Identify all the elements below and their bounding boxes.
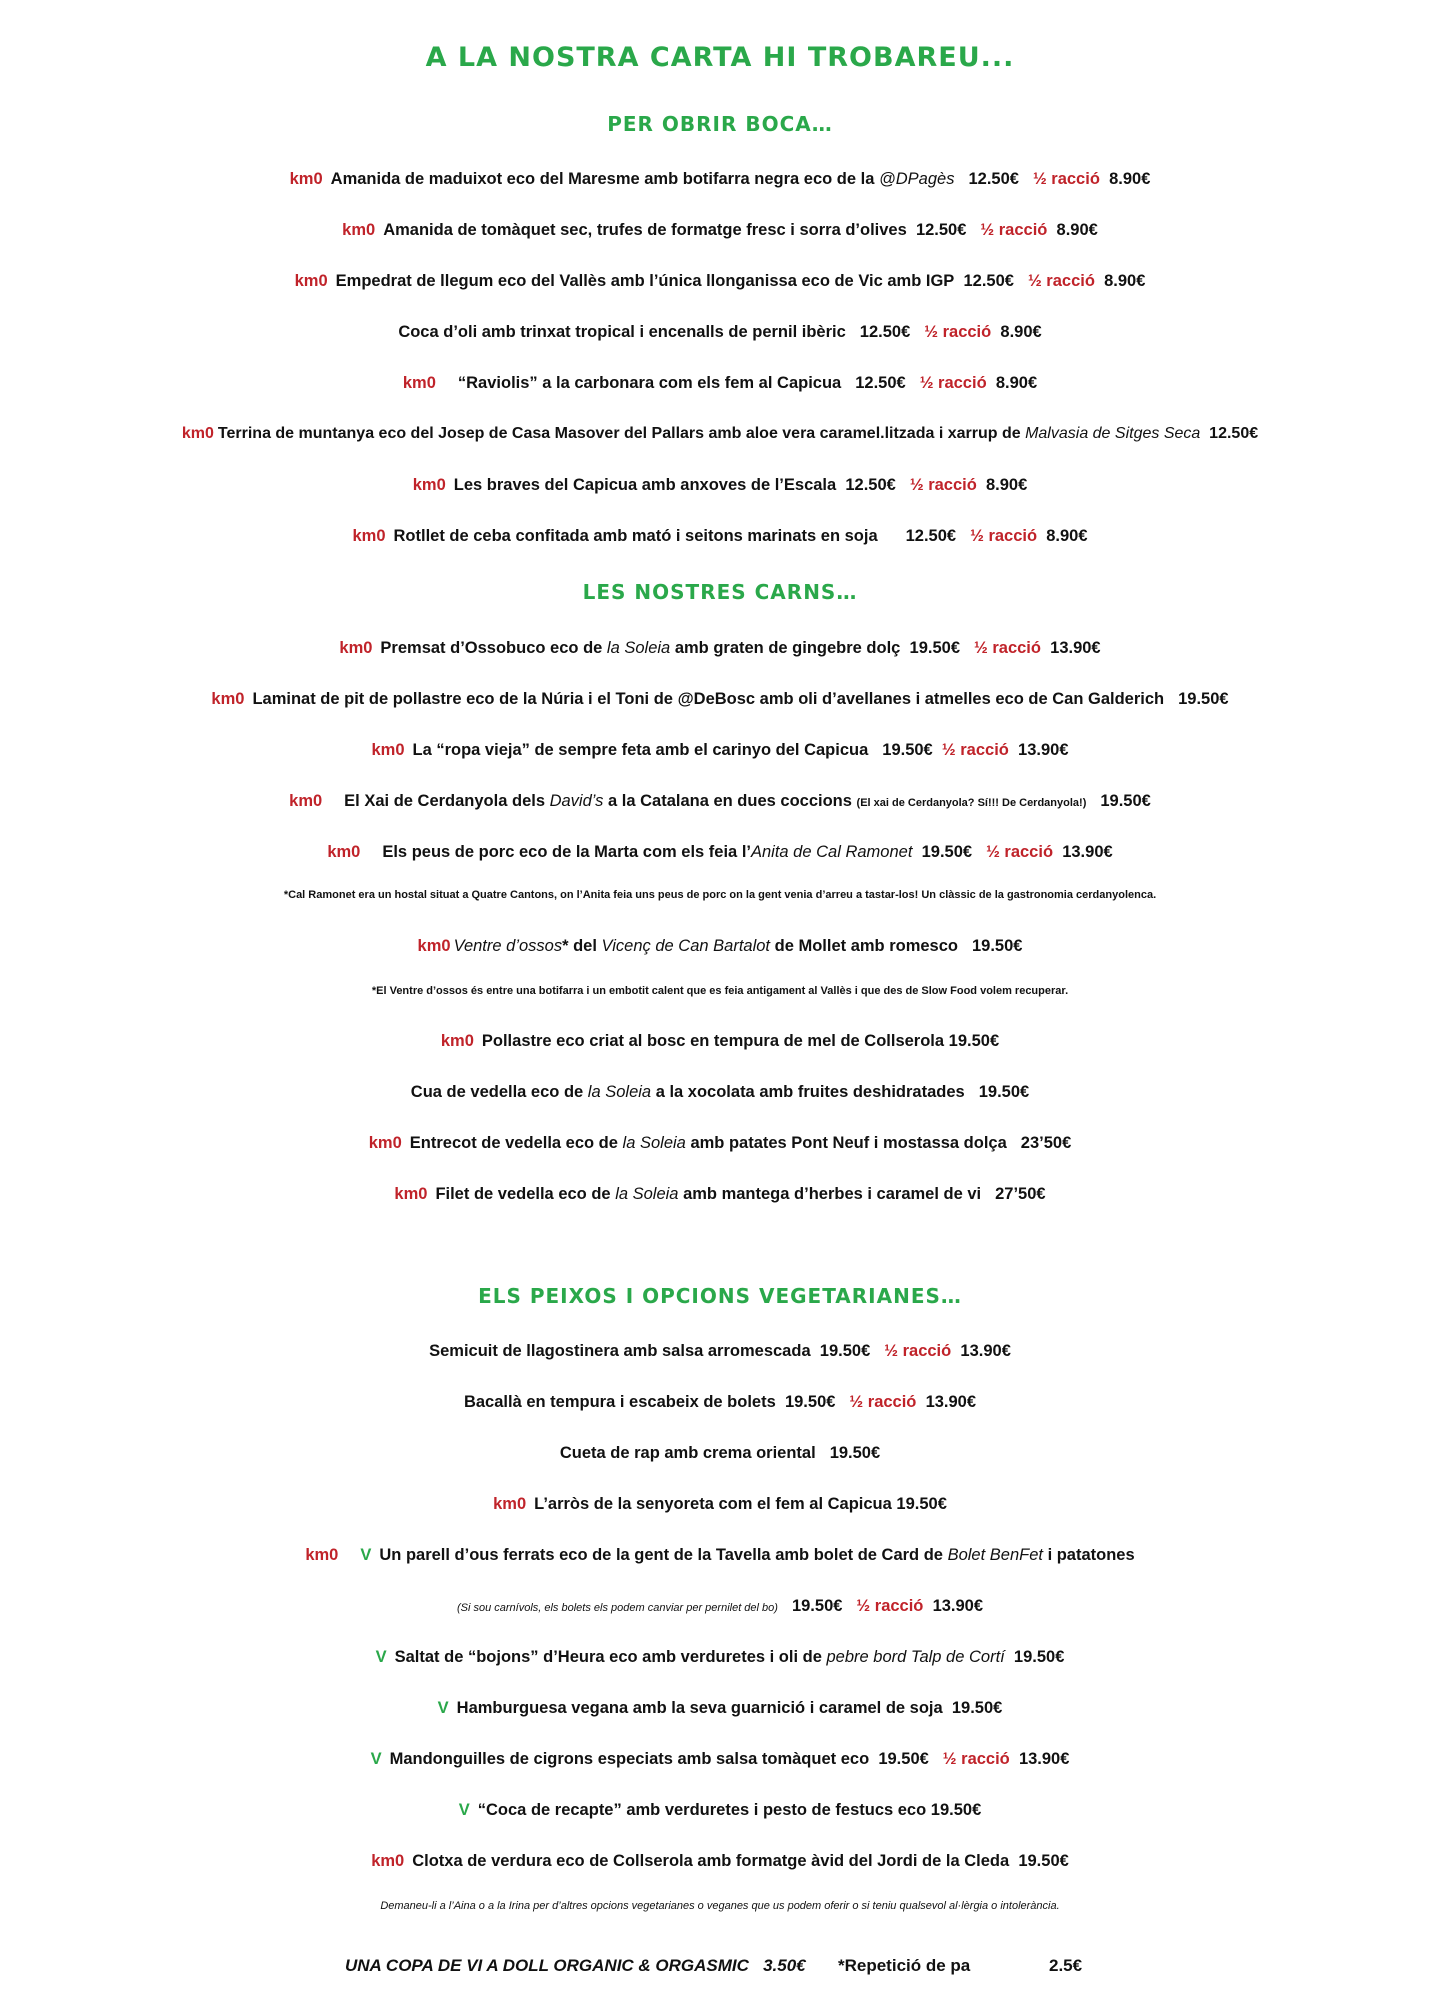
item-name: “Raviolis” a la carbonara com els fem al Capicua [457, 374, 842, 392]
item-name: L’arròs de la senyoreta com el fem al Capicua [534, 1495, 892, 1513]
menu-item [0, 1391, 1440, 1413]
km0-tag: km0 [493, 1495, 527, 1513]
menu-item [0, 1646, 1440, 1668]
menu-item [0, 1799, 1440, 1821]
km0-tag: km0 [294, 272, 328, 290]
half-portion-price: 8.90€ [995, 374, 1038, 392]
item-name-italic: Bolet BenFet [947, 1546, 1043, 1564]
page-title: A LA NOSTRA CARTA HI TROBAREU... [425, 42, 1015, 73]
half-portion-label: ½ racció [1032, 170, 1100, 188]
item-aside: (El xai de Cerdanyola? Sí!!! De Cerdanyola!) [856, 797, 1087, 809]
km0-tag: km0 [289, 170, 323, 188]
allergy-note: Demaneu-li a l’Aina o a la Irina per d’altres opcions vegetarianes o veganes que us podem oferir o si teniu qualsevol al·lèrgia o intolerància. [380, 1900, 1060, 1912]
item-name: Hamburguesa vegana amb la seva guarnició i caramel de soja [456, 1699, 943, 1717]
menu-item [0, 1081, 1440, 1103]
item-name-italic: la Soleia [622, 1134, 686, 1152]
half-portion-price: 13.90€ [1050, 639, 1101, 657]
item-price: 19.50€ [791, 1597, 843, 1615]
item-price: 23’50€ [1020, 1134, 1072, 1152]
item-name-rest: a la Catalana en dues coccions [608, 792, 852, 810]
item-name: Bacallà en tempura i escabeix de bolets [463, 1393, 776, 1411]
km0-tag: km0 [339, 639, 373, 657]
menu-item [0, 1850, 1440, 1872]
item-name: * del [562, 937, 597, 955]
item-name: Terrina de muntanya eco del Josep de Casa Masover del Pallars amb aloe vera caramel.litzada i xarrup de [217, 425, 1021, 442]
menu-item [0, 1340, 1440, 1362]
menu-item [0, 637, 1440, 659]
menu-item [0, 841, 1440, 863]
item-name-italic: la Soleia [587, 1083, 652, 1101]
half-portion-price: 8.90€ [1000, 323, 1042, 341]
vegetarian-tag: V [375, 1648, 387, 1666]
item-name: Filet de vedella eco de [435, 1185, 611, 1203]
menu-item [0, 321, 1440, 343]
menu-item [0, 1442, 1440, 1464]
item-name: Laminat de pit de pollastre eco de la Núria i el Toni de @DeBosc amb oli d’avellanes i atmelles eco de Can Galderich [252, 690, 1165, 708]
item-price: 19.50€ [948, 1032, 1000, 1050]
km0-tag: km0 [371, 741, 405, 759]
item-name: Rotllet de ceba confitada amb mató i seitons marinats en soja [393, 527, 878, 545]
vegetarian-tag: V [360, 1546, 372, 1564]
menu-item [0, 1132, 1440, 1154]
item-price: 19.50€ [882, 741, 933, 759]
km0-tag: km0 [342, 221, 376, 239]
menu-item [0, 688, 1440, 710]
half-portion-price: 8.90€ [985, 476, 1028, 494]
item-name: Amanida de tomàquet sec, trufes de formatge fresc i sorra d’olives [383, 221, 907, 239]
km0-tag: km0 [412, 476, 446, 494]
item-price: 19.50€ [1018, 1852, 1069, 1870]
item-price: 12.50€ [855, 374, 906, 392]
item-name-rest: amb patates Pont Neuf i mostassa dolça [690, 1134, 1007, 1152]
half-portion-price: 13.90€ [1062, 843, 1113, 861]
half-portion-price: 8.90€ [1046, 527, 1088, 545]
menu-item [0, 935, 1440, 957]
item-name: Un parell d’ous ferrats eco de la gent de la Tavella amb bolet de Card de [379, 1546, 943, 1564]
vegetarian-tag: V [370, 1750, 382, 1768]
item-price: 12.50€ [963, 272, 1014, 290]
half-portion-label: ½ racció [974, 639, 1041, 657]
half-portion-price: 13.90€ [1018, 1750, 1070, 1768]
km0-tag: km0 [289, 792, 323, 810]
half-portion-label: ½ racció [884, 1342, 952, 1360]
footnote-cal-ramonet: *Cal Ramonet era un hostal situat a Quatre Cantons, on l’Anita feia uns peus de porc on la gent venia d’arreu a tastar-los! Un clàssic de la gastronomia cerdanyolenca. [283, 889, 1157, 901]
item-price: 19.50€ [930, 1801, 982, 1819]
item-name: Coca d’oli amb trinxat tropical i encenalls de pernil ibèric [398, 323, 846, 341]
item-name-italic: la Soleia [606, 639, 671, 657]
item-price: 19.50€ [1178, 690, 1229, 708]
item-name: Clotxa de verdura eco de Collserola amb formatge àvid del Jordi de la Cleda [412, 1852, 1010, 1870]
item-name-rest: de Mollet amb romesco [774, 937, 958, 955]
item-price: 19.50€ [1013, 1648, 1065, 1666]
menu-item [0, 372, 1440, 394]
item-name-rest: i patatones [1047, 1546, 1135, 1564]
km0-tag: km0 [181, 425, 214, 442]
wine-offer [345, 1956, 806, 1976]
item-name: Les braves del Capicua amb anxoves de l’Escala [453, 476, 837, 494]
menu-item [0, 1030, 1440, 1052]
item-price: 19.50€ [829, 1444, 881, 1462]
menu-item [0, 525, 1440, 547]
item-name: Cua de vedella eco de [410, 1083, 584, 1101]
menu-item [0, 790, 1440, 814]
item-name-italic: Ventre d’ossos [453, 937, 563, 955]
item-price: 12.50€ [1209, 425, 1259, 442]
km0-tag: km0 [327, 843, 361, 861]
section-title-fish-veg: ELS PEIXOS I OPCIONS VEGETARIANES… [478, 1284, 962, 1308]
item-name-italic: David’s [549, 792, 604, 810]
item-note: (Si sou carnívols, els bolets els podem canviar per pernilet del bo) [456, 1602, 778, 1614]
section-title-starters: PER OBRIR BOCA… [607, 112, 833, 136]
half-portion-label: ½ racció [849, 1393, 917, 1411]
section-title-meats: LES NOSTRES CARNS… [582, 580, 858, 604]
item-name: Entrecot de vedella eco de [409, 1134, 618, 1152]
menu-item [0, 1748, 1440, 1770]
item-name-rest: a la xocolata amb fruites deshidratades [655, 1083, 965, 1101]
item-price: 19.50€ [921, 843, 973, 861]
km0-tag: km0 [371, 1852, 405, 1870]
half-portion-price: 8.90€ [1109, 170, 1151, 188]
half-portion-label: ½ racció [980, 221, 1048, 239]
menu-item [0, 1183, 1440, 1205]
menu-item [0, 270, 1440, 292]
item-name-rest: amb graten de gingebre dolç [674, 639, 901, 657]
vegetarian-tag: V [458, 1801, 470, 1819]
item-price: 19.50€ [978, 1083, 1030, 1101]
item-name: Saltat de “bojons” d’Heura eco amb verduretes i oli de [394, 1648, 822, 1666]
footnote-ventre-dossos: *El Ventre d’ossos és entre una botifarra i un embotit calent que es feia antigament al Vallès i que des de Slow Food volem recuperar. [371, 985, 1069, 997]
menu-item [0, 423, 1440, 445]
item-name-rest: amb mantega d’herbes i caramel de vi [683, 1185, 982, 1203]
wine-price: 3.50€ [763, 1956, 806, 1975]
item-price: 27’50€ [995, 1185, 1046, 1203]
item-price: 12.50€ [905, 527, 957, 545]
bread-refill-label: *Repetició de pa [838, 1956, 971, 1975]
vegetarian-tag: V [437, 1699, 449, 1717]
km0-tag: km0 [352, 527, 386, 545]
half-portion-price: 13.90€ [932, 1597, 984, 1615]
item-price: 12.50€ [915, 221, 967, 239]
km0-tag: km0 [417, 937, 451, 955]
km0-tag: km0 [368, 1134, 402, 1152]
item-price: 19.50€ [1100, 792, 1151, 810]
item-price: 19.50€ [784, 1393, 836, 1411]
item-name: El Xai de Cerdanyola dels [344, 792, 545, 810]
item-price: 19.50€ [819, 1342, 871, 1360]
item-price: 19.50€ [972, 937, 1023, 955]
item-name-italic: Malvasia de Sitges Seca [1025, 425, 1201, 442]
item-name-italic: pebre bord Talp de Cortí [826, 1648, 1005, 1666]
km0-tag: km0 [402, 374, 436, 392]
km0-tag: km0 [440, 1032, 474, 1050]
half-portion-label: ½ racció [1027, 272, 1095, 290]
half-portion-price: 13.90€ [960, 1342, 1011, 1360]
item-name: Pollastre eco criat al bosc en tempura de mel de Collserola [481, 1032, 945, 1050]
menu-item-price-line [0, 1595, 1440, 1619]
half-portion-label: ½ racció [970, 527, 1038, 545]
bread-refill-price: 2.5€ [1049, 1956, 1083, 1975]
half-portion-price: 13.90€ [925, 1393, 977, 1411]
item-name-italic: la Soleia [615, 1185, 679, 1203]
item-name: “Coca de recapte” amb verduretes i pesto de festucs eco [477, 1801, 927, 1819]
half-portion-label: ½ racció [941, 741, 1009, 759]
item-name: La “ropa vieja” de sempre feta amb el carinyo del Capicua [412, 741, 869, 759]
item-price: 19.50€ [896, 1495, 947, 1513]
km0-tag: km0 [211, 690, 245, 708]
menu-item [0, 1493, 1440, 1515]
menu-item [0, 219, 1440, 241]
half-portion-price: 13.90€ [1018, 741, 1069, 759]
menu-item [0, 168, 1440, 190]
half-portion-label: ½ racció [924, 323, 992, 341]
item-name-italic: Vicenç de Can Bartalot [601, 937, 771, 955]
km0-tag: km0 [305, 1546, 339, 1564]
half-portion-label: ½ racció [942, 1750, 1010, 1768]
item-price: 12.50€ [859, 323, 911, 341]
item-name: Mandonguilles de cigrons especiats amb salsa tomàquet eco [389, 1750, 870, 1768]
half-portion-label: ½ racció [919, 374, 987, 392]
item-price: 19.50€ [878, 1750, 929, 1768]
item-name: Semicuit de llagostinera amb salsa arromescada [429, 1342, 811, 1360]
half-portion-price: 8.90€ [1104, 272, 1146, 290]
half-portion-label: ½ racció [856, 1597, 924, 1615]
menu-item [0, 474, 1440, 496]
menu-item [0, 1544, 1440, 1566]
item-name-italic: Anita de Cal Ramonet [750, 843, 913, 861]
item-name-italic: @DPagès [879, 170, 955, 188]
item-price: 12.50€ [968, 170, 1019, 188]
menu-item [0, 739, 1440, 761]
item-name: Els peus de porc eco de la Marta com els feia l’ [382, 843, 751, 861]
item-price: 19.50€ [909, 639, 960, 657]
item-price: 12.50€ [845, 476, 896, 494]
item-price: 19.50€ [951, 1699, 1003, 1717]
menu-item [0, 1697, 1440, 1719]
wine-label: UNA COPA DE VI A DOLL ORGANIC & ORGASMIC [345, 1956, 749, 1975]
half-portion-label: ½ racció [986, 843, 1054, 861]
km0-tag: km0 [394, 1185, 428, 1203]
item-name: Premsat d’Ossobuco eco de [380, 639, 603, 657]
item-name: Amanida de maduixot eco del Maresme amb botifarra negra eco de la [330, 170, 875, 188]
half-portion-label: ½ racció [909, 476, 977, 494]
item-name: Cueta de rap amb crema oriental [559, 1444, 816, 1462]
half-portion-price: 8.90€ [1056, 221, 1098, 239]
item-name: Empedrat de llegum eco del Vallès amb l’única llonganissa eco de Vic amb IGP [335, 272, 955, 290]
